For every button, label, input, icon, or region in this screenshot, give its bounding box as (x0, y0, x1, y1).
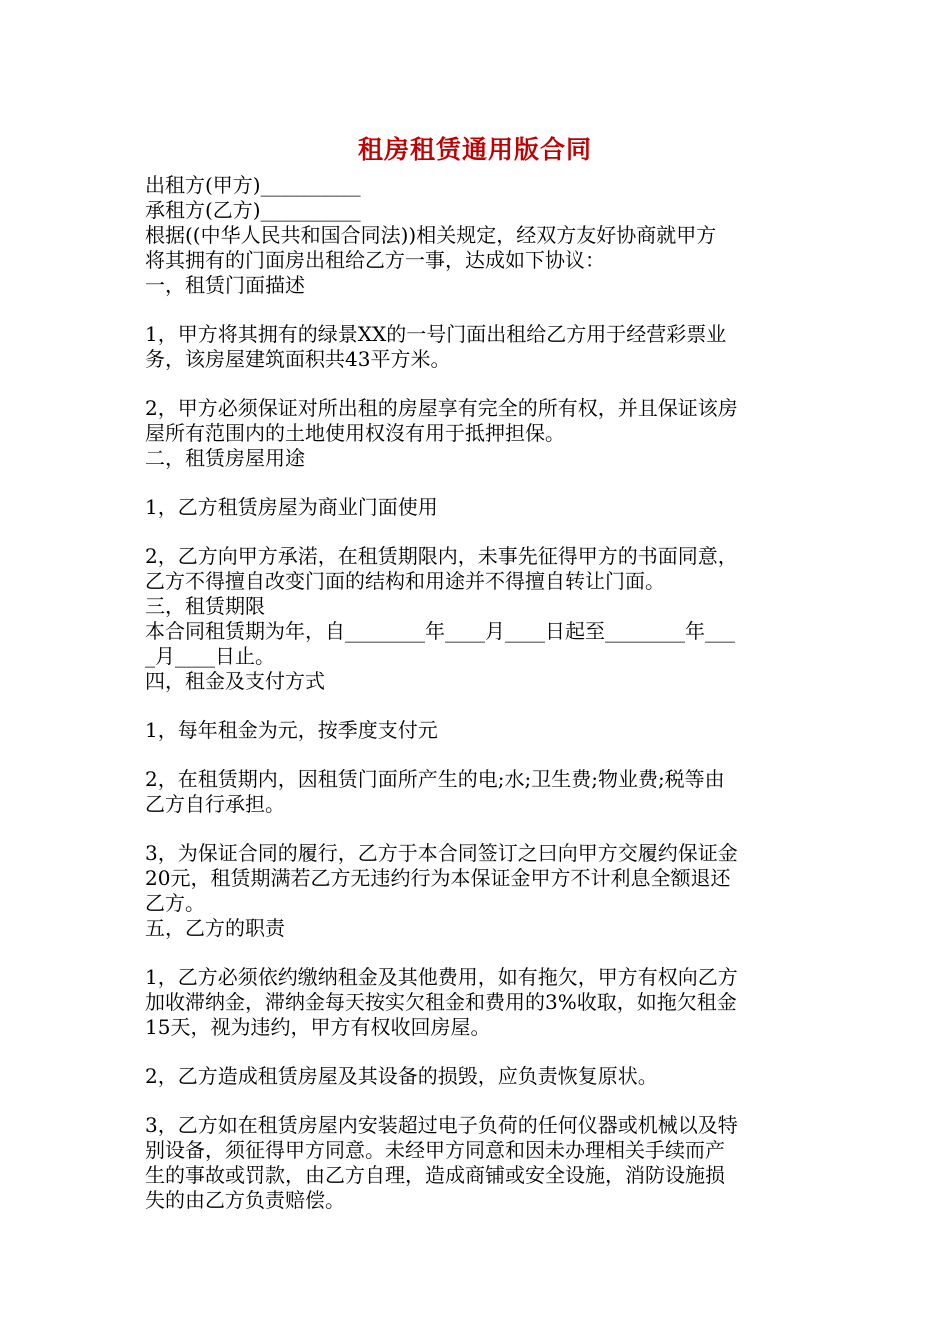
body-text-line: 3，乙方如在租赁房屋内安装超过电子负荷的任何仪器或机械以及特 (145, 1113, 738, 1137)
body-text-line: 三，租赁期限 (145, 594, 265, 618)
body-text-line: _月____日止。 (145, 644, 275, 668)
body-text-line: 1，乙方租赁房屋为商业门面使用 (145, 495, 438, 519)
body-text-line: 加收滞纳金，滞纳金每天按实欠租金和费用的3%收取，如拖欠租金 (145, 990, 737, 1014)
body-text-line: 本合同租赁期为年，自________年____月____日起至________年___ (145, 619, 735, 643)
paragraph-spacer (145, 1089, 815, 1113)
body-text-line: 1，乙方必须依约缴纳租金及其他费用，如有拖欠，甲方有权向乙方 (145, 965, 738, 989)
body-text-line: 屋所有范围内的土地使用权沒有用于抵押担保。 (145, 421, 565, 445)
body-text-line: 2，乙方造成租赁房屋及其设备的损毁，应负责恢复原状。 (145, 1064, 658, 1088)
body-text-line: 15天，视为违约，甲方有权收回房屋。 (145, 1015, 491, 1039)
body-text-line: 2，甲方必须保证对所出租的房屋享有完全的所有权，并且保证该房 (145, 396, 738, 420)
paragraph-spacer (145, 1040, 815, 1064)
body-text-line: 失的由乙方负责赔偿。 (145, 1188, 345, 1212)
body-text-line: 1，甲方将其拥有的绿景XX的一号门面出租给乙方用于经营彩票业 (145, 322, 727, 346)
body-text-line: 生的事故或罚款，由乙方自理，造成商铺或安全设施，消防设施损 (145, 1163, 725, 1187)
paragraph-spacer (145, 372, 815, 396)
paragraph-spacer (145, 298, 815, 322)
paragraph-spacer (145, 941, 815, 965)
body-text-line: 出租方(甲方)__________ (145, 173, 361, 197)
body-text-line: 乙方不得擅自改变门面的结构和用途并不得擅自转让门面。 (145, 569, 665, 593)
body-text-line: 承租方(乙方)__________ (145, 198, 361, 222)
body-text-line: 乙方。 (145, 891, 205, 915)
body-text-line: 四，租金及支付方式 (145, 669, 325, 693)
paragraph-spacer (145, 743, 815, 767)
body-text-line: 1，每年租金为元，按季度支付元 (145, 718, 438, 742)
paragraph-spacer (145, 694, 815, 718)
body-text-line: 别设备，须征得甲方同意。未经甲方同意和因未办理相关手续而产 (145, 1138, 725, 1162)
paragraph-spacer (145, 520, 815, 544)
body-text-line: 一，租赁门面描述 (145, 273, 305, 297)
body-text-line: 五，乙方的职责 (145, 916, 285, 940)
body-text-line: 乙方自行承担。 (145, 792, 285, 816)
document-body (145, 173, 815, 1213)
body-text-line: 2，在租赁期内，因租赁门面所产生的电;水;卫生费;物业费;税等由 (145, 767, 725, 791)
body-text-line: 二，租赁房屋用途 (145, 446, 305, 470)
paragraph-spacer (145, 817, 815, 841)
body-text-line: 3，为保证合同的履行，乙方于本合同签订之曰向甲方交履约保证金 (145, 841, 738, 865)
body-text-line: 务，该房屋建筑面积共43平方米。 (145, 347, 451, 371)
body-text-line: 2，乙方向甲方承渃，在租赁期限内，未事先征得甲方的书面同意， (145, 544, 738, 568)
body-text-line: 20元，租赁期满若乙方无违约行为本保证金甲方不计利息全额退还 (145, 866, 731, 890)
document-title: 租房租赁通用版合同 (357, 135, 592, 164)
body-text-line: 根据((中华人民共和国合同法))相关规定，经双方友好协商就甲方 (145, 223, 717, 247)
paragraph-spacer (145, 471, 815, 495)
body-text-line: 将其拥有的门面房出租给乙方一事，达成如下协议： (145, 248, 605, 272)
